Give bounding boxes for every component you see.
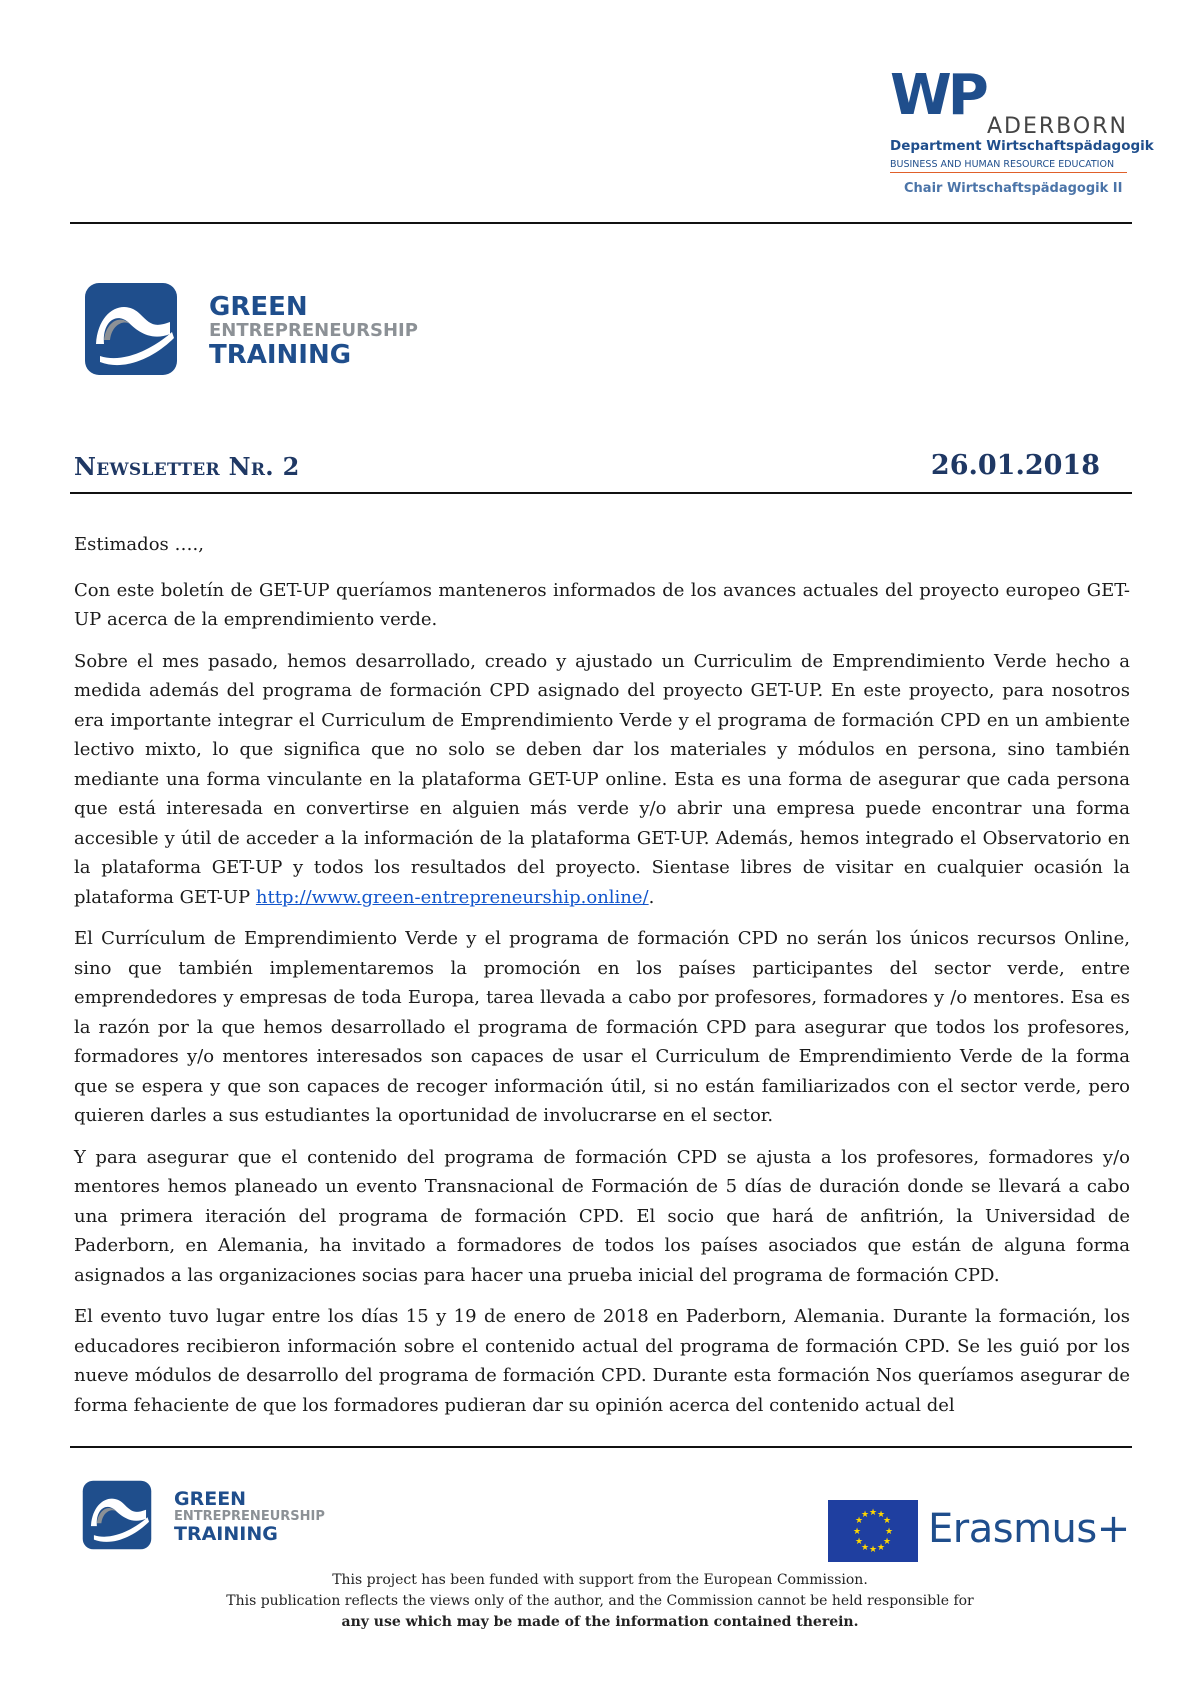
wp-letters: WP bbox=[890, 63, 985, 128]
footer-green-logo bbox=[82, 1480, 325, 1550]
erasmus-plus-logo bbox=[828, 1500, 1138, 1562]
title-divider bbox=[70, 492, 1132, 494]
header-divider bbox=[70, 222, 1132, 224]
paragraph-curriculum-end: . bbox=[648, 886, 655, 908]
wp-logo-mark bbox=[890, 63, 985, 128]
erasmus-plus-wordmark: Erasmus+ bbox=[928, 1506, 1130, 1552]
paragraph-curriculum-text: Sobre el mes pasado, hemos desarrollado, creado y ajustado un Curriculim de Emprendimiento Verde hecho a medida además del programa de formación CPD asignado del proyecto GET-UP. En este proyecto, para nosotros era importante integrar el Curriculum de Emprendimiento Verde y el programa de formación CPD en un ambiente lectivo mixto, lo que significa que no solo se deben dar los materiales y módulos en persona, sino también mediante una forma vinculante en la plataforma GET-UP online. Esta es una forma de asegurar que cada persona que está interesada en convertirse en alguien más verde y/o abrir una empresa puede encontrar una forma accesible y útil de acceder a la información de la plataforma GET-UP. Además, hemos integrado el Observatorio en la plataforma GET-UP y todos los resultados del proyecto. Sientase libres de visitar en cualquier ocasión la plataforma GET-UP bbox=[74, 650, 1130, 908]
footer-logo-line-training: TRAINING bbox=[174, 1523, 278, 1545]
platform-link[interactable]: http://www.green-entrepreneurship.online/ bbox=[255, 886, 649, 908]
svg-text:★: ★ bbox=[868, 1545, 878, 1555]
svg-text:★: ★ bbox=[884, 1527, 894, 1537]
logo-line-entrepreneurship bbox=[209, 322, 418, 340]
svg-text:★: ★ bbox=[854, 1537, 864, 1547]
paragraph-curriculum bbox=[74, 647, 1130, 913]
footer-divider bbox=[70, 1446, 1132, 1448]
newsletter-date: 26.01.2018 bbox=[930, 450, 1100, 481]
svg-text:★: ★ bbox=[852, 1527, 862, 1537]
svg-text:★: ★ bbox=[876, 1543, 886, 1553]
university-paderborn-logo bbox=[890, 63, 1154, 208]
green-entrepreneurship-logo bbox=[84, 282, 418, 376]
disclaimer-line-3: any use which may be made of the information contained therein. bbox=[341, 1614, 859, 1630]
newsletter-title: Newsletter Nr. 2 bbox=[74, 452, 300, 481]
department-name: Department Wirtschaftspädagogik bbox=[890, 138, 1154, 154]
svg-text:★: ★ bbox=[854, 1516, 864, 1526]
paragraph-event-dates: El evento tuvo lugar entre los días 15 y 19 de enero de 2018 en Paderborn, Alemania. Durante la formación, los educadores recibieron información sobre el contenido actual del programa de formación CPD. Se les guió por los nueve módulos de desarrollo del programa de formación CPD. Durante esta formación Nos queríamos asegurar de forma fehaciente de que los formadores pudieran dar su opinión acerca del contenido actual del bbox=[74, 1306, 1130, 1416]
logo-line-green: GREEN bbox=[209, 292, 308, 322]
svg-text:★: ★ bbox=[876, 1510, 886, 1520]
eu-stars-icon bbox=[828, 1500, 918, 1562]
logo-line-training: TRAINING bbox=[209, 340, 352, 370]
footer-logo-line-entrepreneurship-text: ENTREPRENEURSHIP bbox=[174, 1509, 325, 1524]
funding-disclaimer bbox=[0, 1570, 1200, 1633]
disclaimer-line-2: This publication reflects the views only of the author, and the Commission cannot be held responsible for bbox=[226, 1593, 974, 1609]
newsletter-body bbox=[74, 530, 1130, 1432]
swoosh-logo-icon bbox=[84, 282, 178, 376]
svg-text:★: ★ bbox=[868, 1508, 878, 1518]
svg-text:★: ★ bbox=[860, 1510, 870, 1520]
paragraph-intro: Con este boletín de GET-UP queríamos manteneros informados de los avances actuales del proyecto europeo GET-UP acerca de la emprendimiento verde. bbox=[74, 579, 1130, 630]
footer-logo-line-entrepreneurship bbox=[174, 1510, 325, 1523]
svg-text:★: ★ bbox=[882, 1537, 892, 1547]
footer-swoosh-logo-icon bbox=[82, 1480, 152, 1550]
wp-city: ADERBORN bbox=[987, 114, 1128, 139]
svg-text:★: ★ bbox=[860, 1543, 870, 1553]
svg-text:★: ★ bbox=[882, 1516, 892, 1526]
paragraph-online-resources: El Currículum de Emprendimiento Verde y el programa de formación CPD no serán los únicos recursos Online, sino que también implementaremos la promoción en los países participantes del sector verde, entre emprendedores y empresas de toda Europa, tarea llevada a cabo por profesores, formadores y /o mentores. Esa es la razón por la que hemos desarrollado el programa de formación CPD para asegurar que todos los profesores, formadores y/o mentores interesados son capaces de usar el Curriculum de Emprendimiento Verde de la forma que se espera y que son capaces de recoger información útil, si no están familiarizados con el sector verde, pero quieren darles a sus estudiantes la oportunidad de involucrarse en el sector. bbox=[74, 928, 1130, 1126]
footer-logo-line-green: GREEN bbox=[174, 1488, 247, 1510]
paragraph-training-event: Y para asegurar que el contenido del programa de formación CPD se ajusta a los profesores, formadores y/o mentores hemos planeado un evento Transnacional de Formación de 5 días de duración donde se llevará a cabo una primera iteración del programa de formación CPD. El socio que hará de anfitrión, la Universidad de Paderborn, en Alemania, ha invitado a formadores de todos los países asociados que están de alguna forma asignados a las organizaciones socias para hacer una prueba inicial del programa de formación CPD. bbox=[74, 1146, 1130, 1286]
logo-line-entrepreneurship-text: ENTREPRENEURSHIP bbox=[209, 320, 418, 341]
disclaimer-line-1: This project has been funded with support from the European Commission. bbox=[332, 1572, 868, 1588]
eu-flag-icon bbox=[828, 1500, 918, 1562]
department-subtitle: BUSINESS AND HUMAN RESOURCE EDUCATION bbox=[890, 159, 1127, 173]
chair-name: Chair Wirtschaftspädagogik II bbox=[904, 181, 1123, 196]
greeting: Estimados …., bbox=[74, 534, 204, 555]
